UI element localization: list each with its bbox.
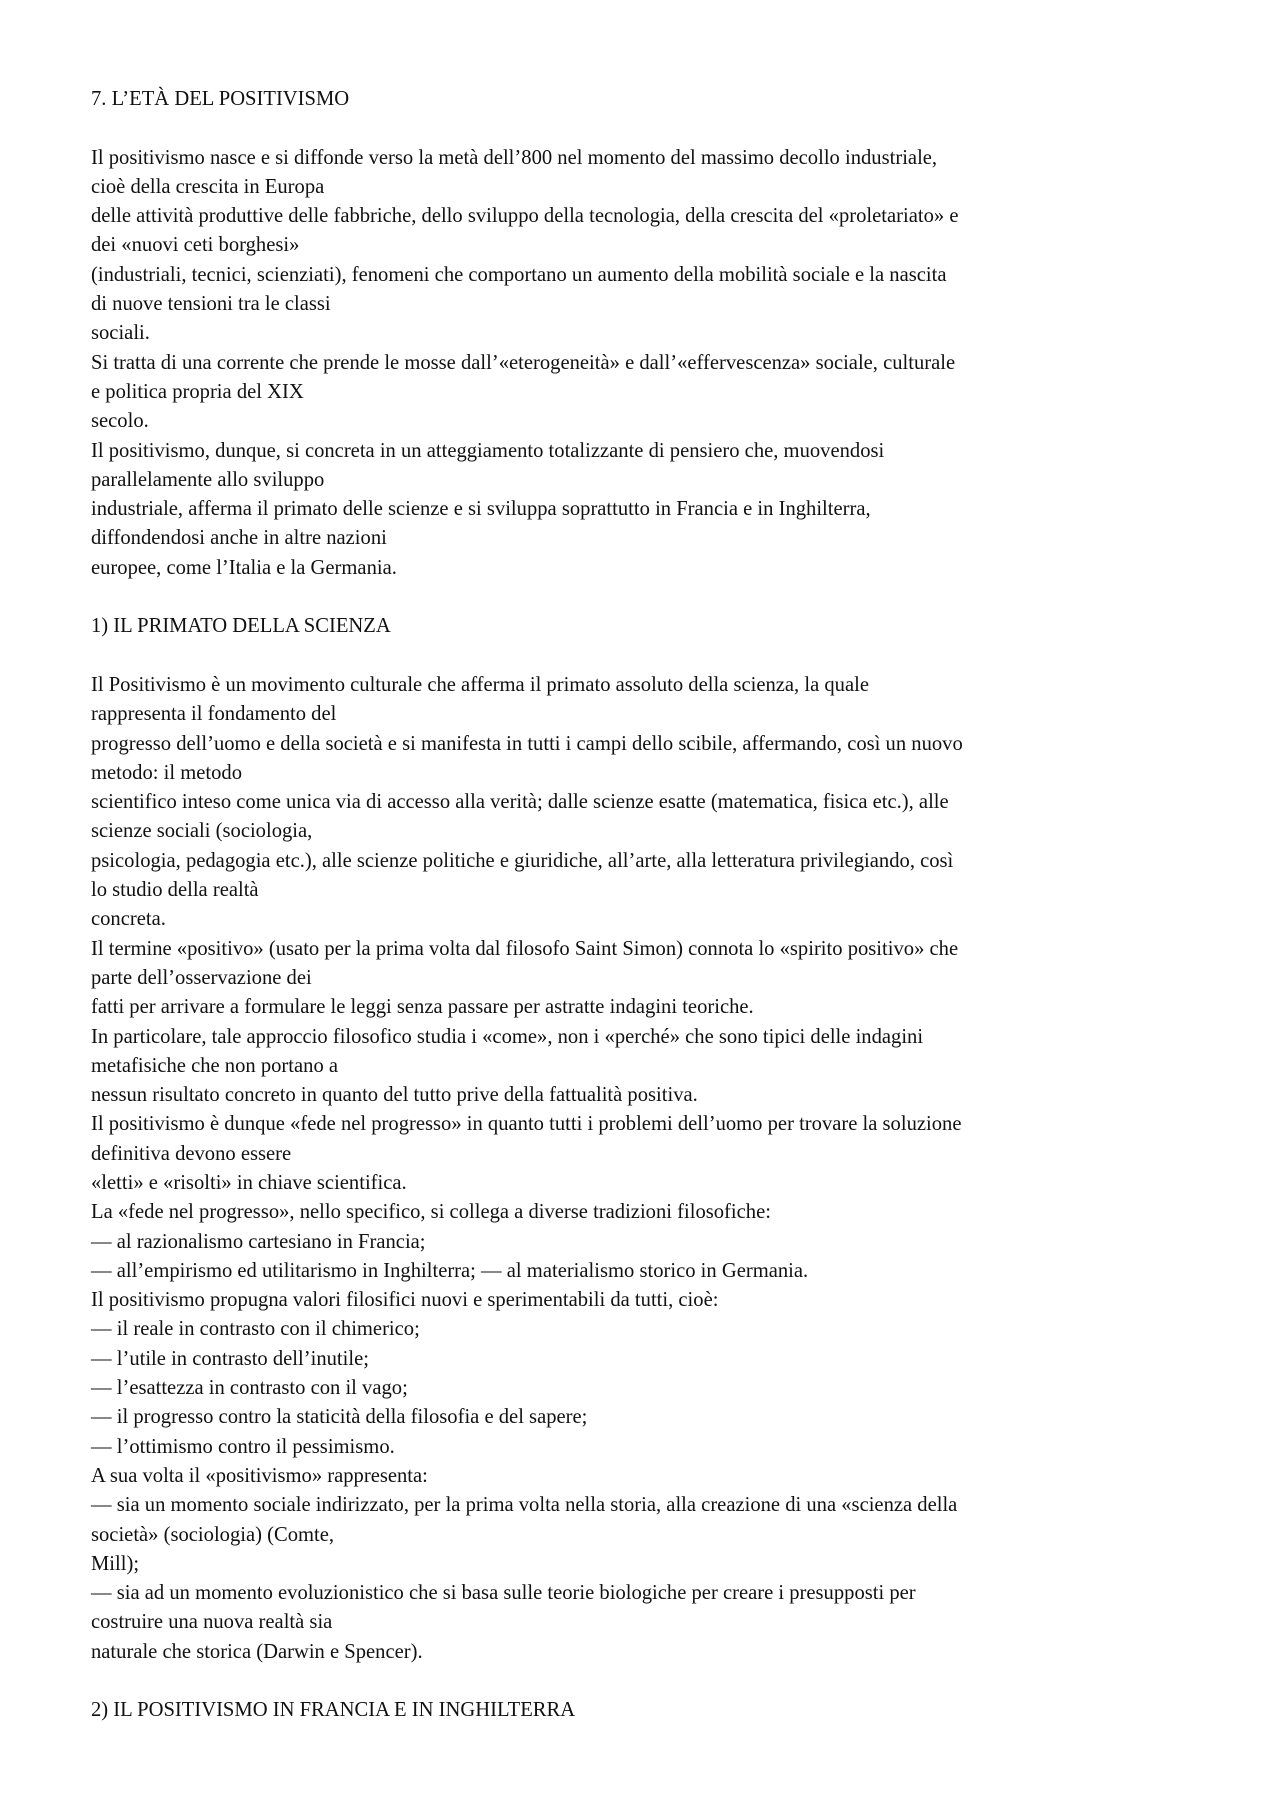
text-line: delle attività produttive delle fabbriche, dello sviluppo della tecnologia, della crescita del «proletariato» e bbox=[91, 205, 959, 228]
text-line: Il termine «positivo» (usato per la prima volta dal filosofo Saint Simon) connota lo «spirito positivo» che bbox=[91, 937, 959, 960]
text-line: secolo. bbox=[91, 410, 149, 433]
blank-line bbox=[91, 642, 1211, 671]
text-line: europee, come l’Italia e la Germania. bbox=[91, 556, 397, 579]
text-line: parallelamente allo sviluppo bbox=[91, 468, 325, 491]
text-line: — sia un momento sociale indirizzato, per la prima volta nella storia, alla creazione di una «scienza della bbox=[91, 1494, 958, 1517]
text-line: La «fede nel progresso», nello specifico, si collega a diverse tradizioni filosofiche: bbox=[91, 1201, 771, 1224]
text-line: lo studio della realtà bbox=[91, 879, 259, 902]
text-line: scientifico inteso come unica via di accesso alla verità; dalle scienze esatte (matematica, fisica etc.), alle bbox=[91, 791, 949, 814]
text-line: metafisiche che non portano a bbox=[91, 1054, 339, 1077]
text-line: — all’empirismo ed utilitarismo in Inghilterra; — al materialismo storico in Germania. bbox=[91, 1259, 809, 1282]
text-line: Il positivismo, dunque, si concreta in un atteggiamento totalizzante di pensiero che, muovendosi bbox=[91, 439, 885, 462]
text-line: parte dell’osservazione dei bbox=[91, 966, 312, 989]
text-line: Il positivismo nasce e si diffonde verso la metà dell’800 nel momento del massimo decollo industriale, bbox=[91, 146, 938, 169]
blank-line bbox=[91, 114, 1211, 143]
text-line: sociali. bbox=[91, 322, 150, 345]
blank-line bbox=[91, 1667, 1211, 1696]
document-body bbox=[91, 85, 1211, 1726]
text-line: Il positivismo propugna valori filosifici nuovi e sperimentabili da tutti, cioè: bbox=[91, 1289, 719, 1312]
text-line: — sia ad un momento evoluzionistico che si basa sulle teorie biologiche per creare i presupposti per bbox=[91, 1582, 916, 1605]
text-line: Il positivismo è dunque «fede nel progresso» in quanto tutti i problemi dell’uomo per trovare la soluzione bbox=[91, 1113, 962, 1136]
heading-text: 7. L’ETÀ DEL POSITIVISMO bbox=[91, 88, 350, 110]
text-line: A sua volta il «positivismo» rappresenta: bbox=[91, 1464, 428, 1487]
text-line: — il reale in contrasto con il chimerico; bbox=[91, 1318, 420, 1341]
text-line: Mill); bbox=[91, 1552, 140, 1575]
text-line: — l’esattezza in contrasto con il vago; bbox=[91, 1377, 408, 1400]
text-line: industriale, afferma il primato delle scienze e si sviluppa soprattutto in Francia e in Inghilterra, bbox=[91, 498, 871, 521]
text-line: concreta. bbox=[91, 908, 166, 931]
heading-text: 1) IL PRIMATO DELLA SCIENZA bbox=[91, 615, 391, 638]
text-line: rappresenta il fondamento del bbox=[91, 703, 337, 726]
text-line: progresso dell’uomo e della società e si manifesta in tutti i campi dello scibile, affermando, così un nuovo bbox=[91, 732, 963, 755]
text-line: e politica propria del XIX bbox=[91, 380, 304, 403]
text-line: Si tratta di una corrente che prende le mosse dall’«eterogeneità» e dall’«effervescenza» sociale, culturale bbox=[91, 351, 956, 374]
text-line: società» (sociologia) (Comte, bbox=[91, 1523, 335, 1546]
text-line: dei «nuovi ceti borghesi» bbox=[91, 234, 300, 257]
text-line: fatti per arrivare a formulare le leggi senza passare per astratte indagini teoriche. bbox=[91, 996, 754, 1019]
subsection-title-2 bbox=[91, 1696, 1211, 1725]
text-line: — l’ottimismo contro il pessimismo. bbox=[91, 1435, 395, 1458]
text-line: metodo: il metodo bbox=[91, 761, 243, 784]
text-line: cioè della crescita in Europa bbox=[91, 175, 325, 198]
text-line: — al razionalismo cartesiano in Francia; bbox=[91, 1230, 426, 1253]
text-line: — l’utile in contrasto dell’inutile; bbox=[91, 1347, 369, 1370]
heading-text: 2) IL POSITIVISMO IN FRANCIA E IN INGHILTERRA bbox=[91, 1699, 576, 1722]
science-paragraph bbox=[91, 671, 1211, 1667]
text-line: psicologia, pedagogia etc.), alle scienze politiche e giuridiche, all’arte, alla letteratura privilegiando, così bbox=[91, 849, 954, 872]
text-line: (industriali, tecnici, scienziati), fenomeni che comportano un aumento della mobilità sociale e la nascita bbox=[91, 263, 947, 286]
blank-line bbox=[91, 583, 1211, 612]
intro-paragraph bbox=[91, 144, 1211, 583]
text-line: Il Positivismo è un movimento culturale che afferma il primato assoluto della scienza, la quale bbox=[91, 673, 869, 696]
text-line: — il progresso contro la staticità della filosofia e del sapere; bbox=[91, 1406, 588, 1429]
text-line: scienze sociali (sociologia, bbox=[91, 820, 313, 843]
section-title bbox=[91, 85, 1211, 114]
text-line: nessun risultato concreto in quanto del tutto prive della fattualità positiva. bbox=[91, 1084, 698, 1107]
text-line: costruire una nuova realtà sia bbox=[91, 1611, 333, 1634]
text-line: definitiva devono essere bbox=[91, 1142, 292, 1165]
subsection-title-1 bbox=[91, 612, 1211, 641]
text-line: «letti» e «risolti» in chiave scientifica. bbox=[91, 1171, 407, 1194]
text-line: In particolare, tale approccio filosofico studia i «come», non i «perché» che sono tipici delle indagini bbox=[91, 1025, 924, 1048]
text-line: naturale che storica (Darwin e Spencer). bbox=[91, 1640, 423, 1663]
text-line: di nuove tensioni tra le classi bbox=[91, 293, 331, 316]
text-line: diffondendosi anche in altre nazioni bbox=[91, 527, 387, 550]
